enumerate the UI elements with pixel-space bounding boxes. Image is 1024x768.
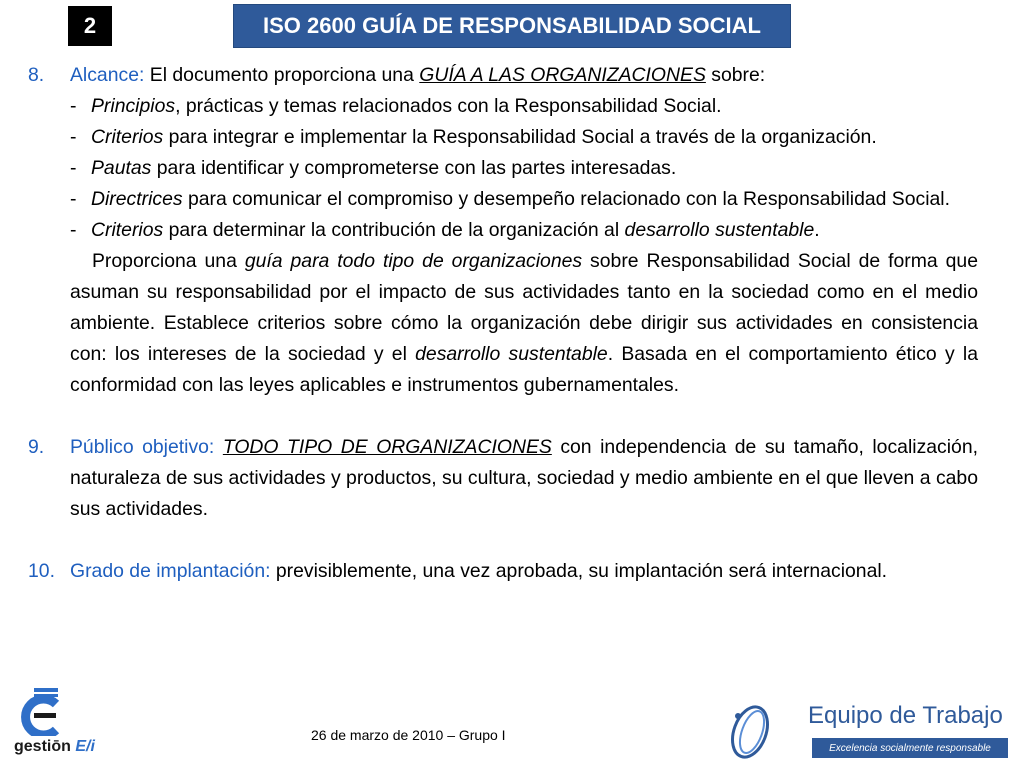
sub-item — [70, 153, 978, 184]
item-text — [70, 60, 978, 91]
paragraph-text: Proporciona una — [92, 250, 245, 272]
equipo-subtitle: Excelencia socialmente responsable — [812, 738, 1008, 758]
sub-item-text — [91, 215, 978, 246]
paragraph-emphasis: desarrollo sustentable — [415, 343, 608, 365]
paragraph-text: . Basada en el comportamiento ético y la conformidad con las leyes aplicables e instrumentos gubernamentales. — [70, 343, 978, 396]
item-9 — [28, 432, 978, 525]
sub-item-text — [91, 153, 978, 184]
item-number: 8. — [28, 64, 45, 86]
item-8-heading — [28, 60, 978, 91]
dash: - — [70, 188, 77, 210]
emphasis-text: GUÍA A LAS ORGANIZACIONES — [419, 64, 706, 86]
sub-item — [70, 122, 978, 153]
item-label: Público objetivo: — [70, 436, 215, 458]
sub-item-text — [91, 122, 978, 153]
item-text-part: con independencia de su tamaño, localización, naturaleza de sus actividades y productos, su cultura, sociedad y medio ambiente en el que lleven a cabo sus actividades. — [70, 436, 979, 520]
item-label: Alcance: — [70, 64, 145, 86]
item-10 — [28, 556, 978, 587]
sub-item-text — [91, 91, 978, 122]
item-text — [70, 432, 978, 525]
item-text — [70, 556, 978, 587]
dash: - — [70, 219, 77, 241]
paragraph-text: sobre Responsabilidad Social de forma que asuman su responsabilidad por el impacto de sus actividades tanto en la sociedad como en el medio ambiente. Establece criterios sobre cómo la organización debe dirigir sus actividades en consistencia con: los intereses de la sociedad y el — [70, 250, 978, 365]
item-label: Grado de implantación: — [70, 560, 271, 582]
equipo-de-trabajo-logo — [718, 698, 1018, 766]
item-8-paragraph — [70, 246, 978, 401]
sub-item — [70, 215, 978, 246]
sub-item-body: para comunicar el compromiso y desempeño relacionado con la Responsabilidad Social. — [182, 188, 951, 210]
item-text-part: sobre: — [705, 64, 766, 86]
sub-item-emphasis: Principios — [91, 95, 176, 117]
item-text-part: El documento proporciona una — [144, 64, 420, 86]
sub-item-text — [91, 184, 978, 215]
sub-item-emphasis: desarrollo sustentable — [624, 219, 815, 241]
emphasis-text: TODO TIPO DE ORGANIZACIONES — [222, 436, 552, 458]
dash: - — [70, 126, 77, 148]
sub-item-emphasis: Criterios — [91, 126, 164, 148]
sub-item-emphasis: Directrices — [91, 188, 183, 210]
gestion-logo-icon — [12, 688, 72, 736]
sub-item-emphasis: Criterios — [91, 219, 164, 241]
footer-date: 26 de marzo de 2010 – Grupo I — [311, 727, 506, 743]
equipo-title: Equipo de Trabajo — [808, 702, 1003, 729]
dash: - — [70, 157, 77, 179]
item-number: 10. — [28, 560, 55, 582]
sub-item-emphasis: Pautas — [91, 157, 152, 179]
spacer — [28, 525, 978, 556]
sub-item-body: para identificar y comprometerse con las partes interesadas. — [151, 157, 677, 179]
sub-item — [70, 91, 978, 122]
item-number: 9. — [28, 436, 45, 458]
sub-item-body: para integrar e implementar la Responsabilidad Social a través de la organización. — [163, 126, 877, 148]
slide-number: 2 — [68, 6, 112, 46]
slide-title: ISO 2600 GUÍA DE RESPONSABILIDAD SOCIAL — [233, 4, 791, 48]
sub-item — [70, 184, 978, 215]
sub-item-body: , prácticas y temas relacionados con la Responsabilidad Social. — [175, 95, 722, 117]
dash: - — [70, 95, 77, 117]
globe-swirl-icon — [718, 698, 782, 764]
gestion-ei-logo — [12, 688, 132, 764]
gestion-logo-text: gestiōn E/i — [14, 738, 95, 755]
sub-item-body: . — [814, 219, 820, 241]
sub-item-body: para determinar la contribución de la organización al — [163, 219, 625, 241]
paragraph-emphasis: guía para todo tipo de organizaciones — [244, 250, 583, 272]
spacer — [28, 401, 978, 432]
slide-content — [28, 60, 978, 587]
item-text-part: previsiblemente, una vez aprobada, su implantación será internacional. — [270, 560, 888, 582]
